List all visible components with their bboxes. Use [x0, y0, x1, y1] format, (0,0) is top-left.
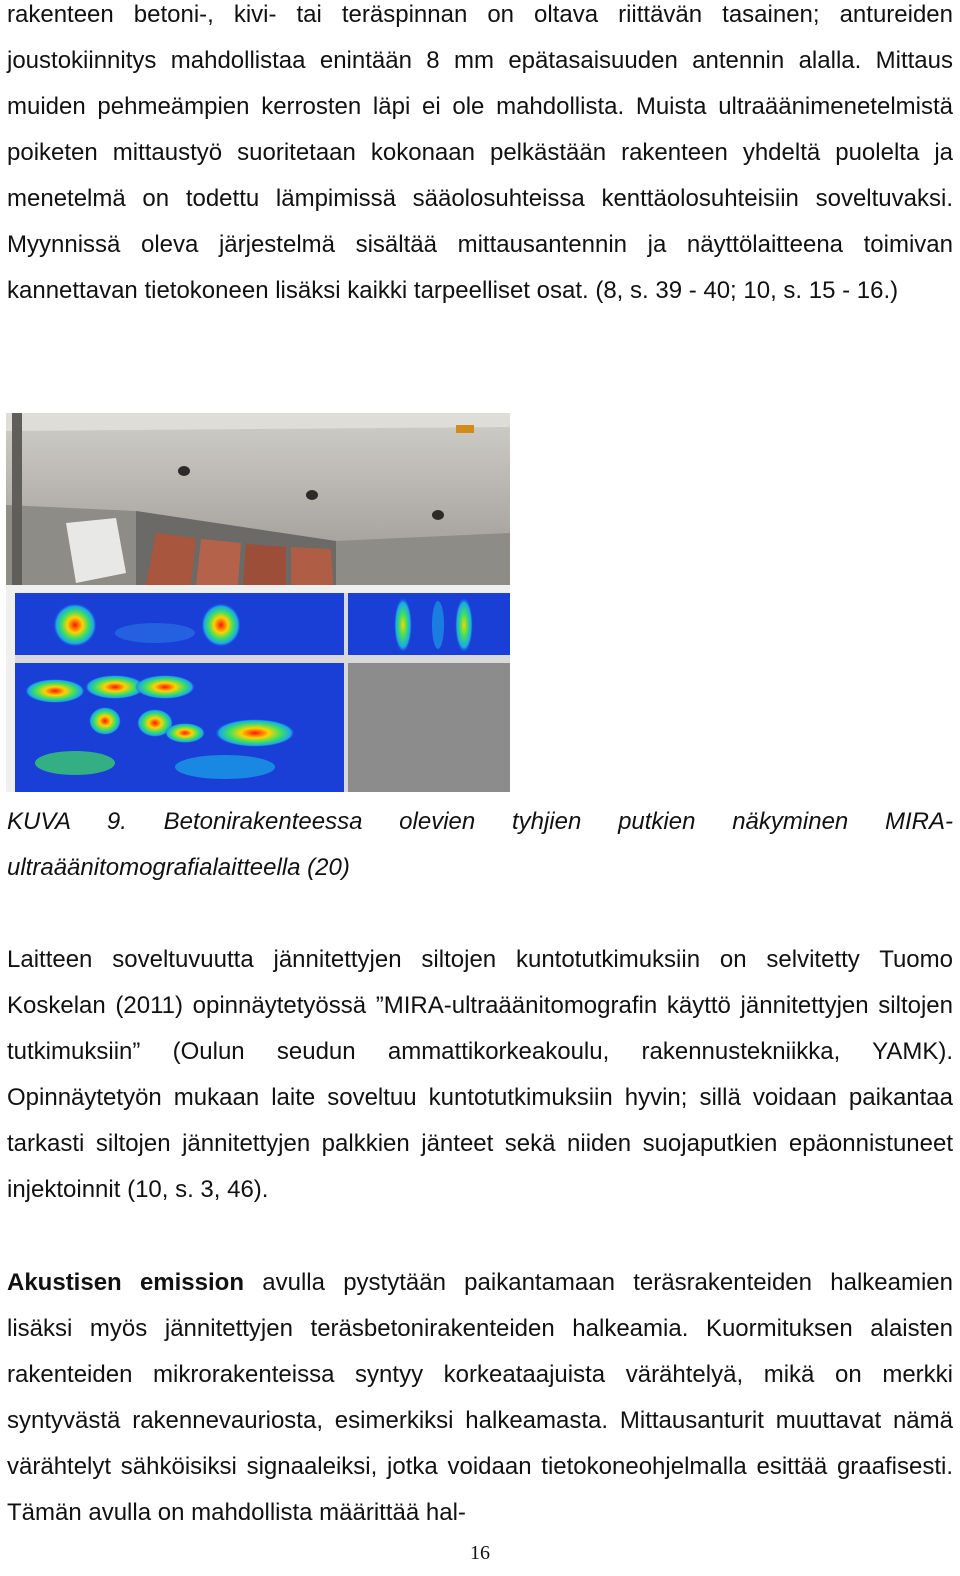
scan-ruler-top: [6, 585, 510, 593]
scan-panel-empty: [348, 663, 510, 792]
scan-panel-bottom-left: [15, 663, 344, 792]
figure-mira-scan: [6, 413, 510, 792]
term-acoustic-emission: Akustisen emission: [7, 1269, 244, 1296]
body-paragraph-1: rakenteen betoni-, kivi- tai teräspinnan on oltava riittävän tasainen; antureiden joustokiinnitys mahdollistaa enintään 8 mm epätasaisuuden antennin alalla. Mittaus muiden pehmeämpien kerrosten läpi ei ole mahdollista. Muista ultraäänimenetelmistä poiketen mittaustyö suoritetaan kokonaan pelkästään rakenteen yhdeltä puolelta ja menetelmä on todettu lämpimissä sääolosuhteissa kenttäolosuhteisiin soveltuvaksi. Myynnissä oleva järjestelmä sisältää mittausantennin ja näyttölaitteena toimivan kannettavan tietokoneen lisäksi kaikki tarpeelliset osat. (8, s. 39 - 40; 10, s. 15 - 16.): [7, 1, 953, 304]
body-paragraph-3-text: avulla pystytään paikantamaan teräsrakenteiden halkeamien lisäksi myös jännitettyjen teräsbetonirakenteiden halkeamia. Kuormituksen alaisten rakenteiden mikrorakenteissa syntyy korkeataajuista värähtelyä, mikä on merkki syntyvästä rakennevauriosta, esimerkiksi halkeamasta. Mittausanturit muuttavat nämä värähtelyt sähköisiksi signaaleiksi, jotka voidaan tietokoneohjelmalla esittää graafisesti. Tämän avulla on mahdollista määrittää hal-: [7, 1269, 953, 1526]
scan-panel-top-right: [348, 593, 510, 655]
body-paragraph-3: [7, 1260, 953, 1536]
page-number: 16: [470, 1542, 490, 1564]
figure-caption: KUVA 9. Betonirakenteessa olevien tyhjien putkien näkyminen MIRA-ultraäänitomografialaitteella (20): [7, 808, 953, 881]
concrete-beam-photo: [6, 413, 510, 585]
scan-ruler-left: [6, 585, 15, 792]
body-paragraph-2: Laitteen soveltuvuutta jännitettyjen siltojen kuntotutkimuksiin on selvitetty Tuomo Koskelan (2011) opinnäytetyössä ”MIRA-ultraäänitomografin käyttö jännitettyjen siltojen tutkimuksiin” (Oulun seudun ammattikorkeakoulu, rakennustekniikka, YAMK). Opinnäytetyön mukaan laite soveltuu kuntotutkimuksiin hyvin; sillä voidaan paikantaa tarkasti siltojen jännitettyjen palkkien jänteet sekä niiden suojaputkien epäonnistuneet injektoinnit (10, s. 3, 46).: [7, 946, 953, 1203]
scan-panel-top-left: [15, 593, 344, 655]
